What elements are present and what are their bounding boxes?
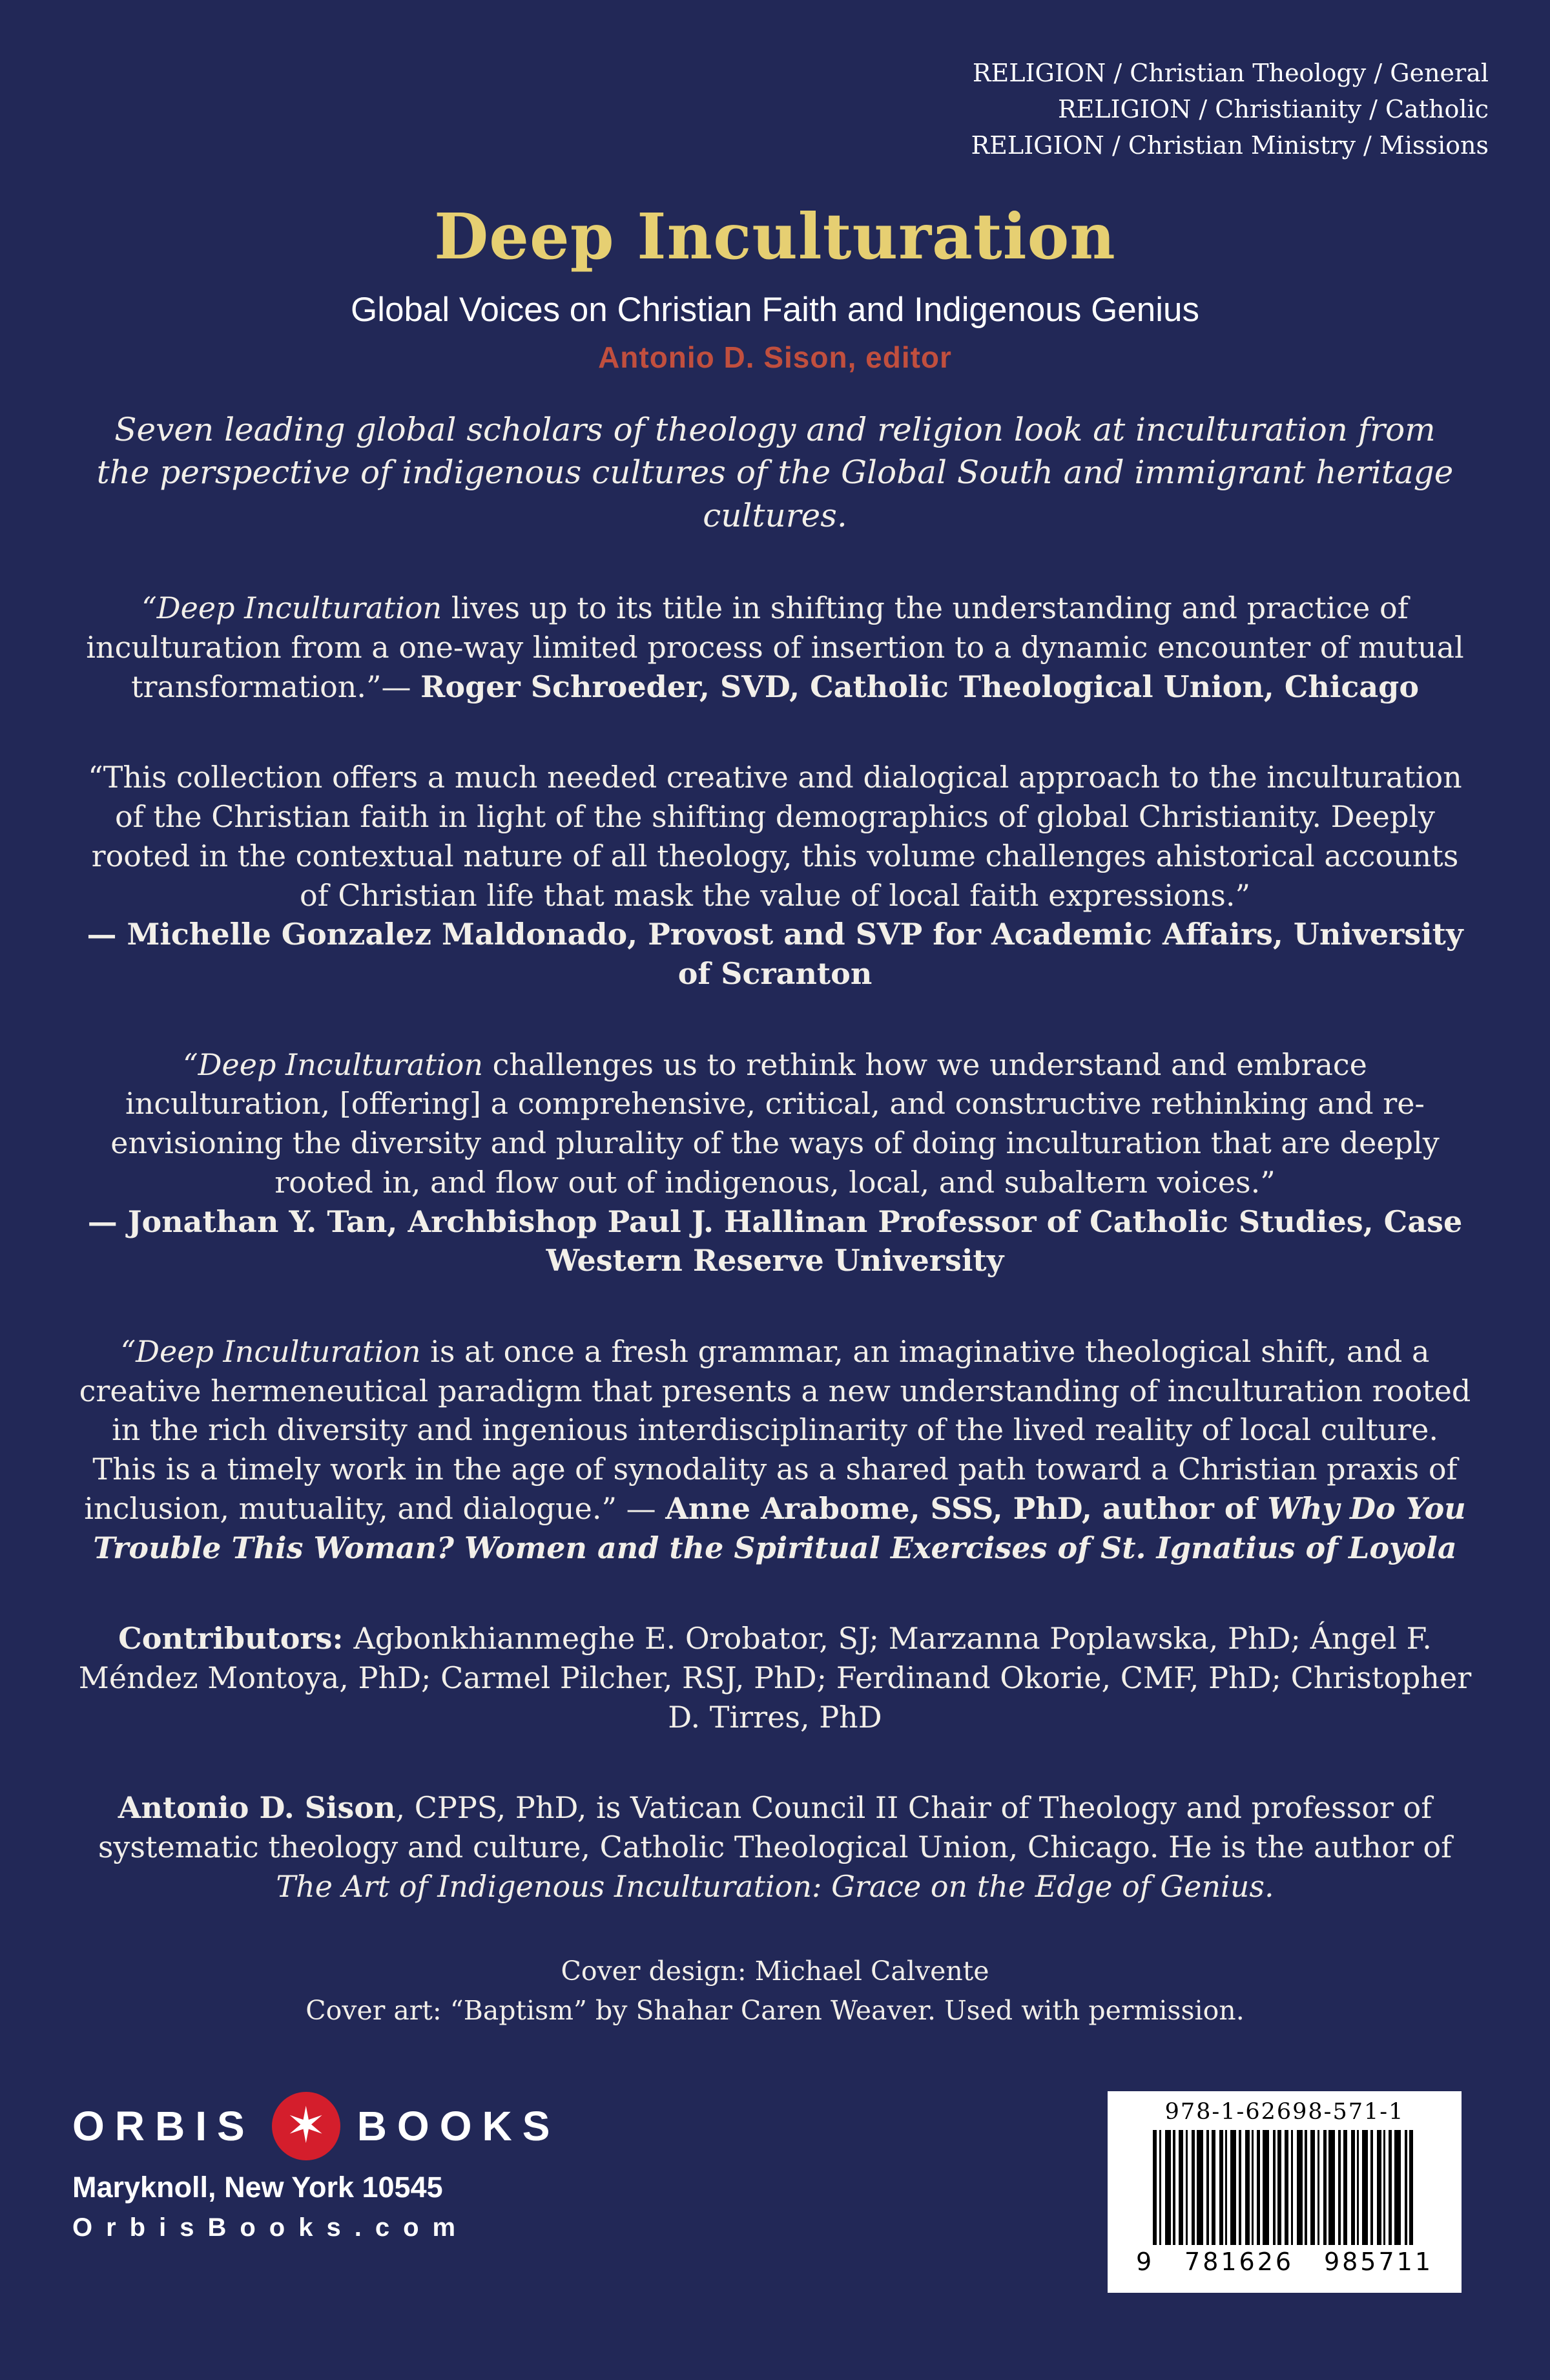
contributors-names: Agbonkhianmeghe E. Orobator, SJ; Marzanna Poplawska, PhD; Ángel F. Méndez Montoya, PhD; Carmel Pilcher, RSJ, PhD; Ferdinand Okorie, CMF, PhD; Christopher D. Tirres, PhD: [78, 1621, 1472, 1735]
contributors-label: Contributors:: [118, 1621, 354, 1656]
editor-bio-text: , CPPS, PhD, is Vatican Council II Chair of Theology and professor of systematic theology and culture, Catholic Theological Union, Chicago. He is the author of: [98, 1790, 1452, 1865]
category-line-3: RELIGION / Christian Ministry / Missions: [971, 131, 1489, 160]
category-list: [0, 0, 1550, 164]
category-line-2: RELIGION / Christianity / Catholic: [1057, 95, 1489, 124]
editor-bio: [78, 1788, 1472, 1906]
barcode-digits-right: 985711: [1323, 2248, 1433, 2276]
book-subtitle: Global Voices on Christian Faith and Indigenous Genius: [350, 290, 1200, 329]
quote-arabome-work-title: Why Do You Trouble This Woman? Women and the Spiritual Exercises of St. Ignatius of Loyola: [93, 1490, 1466, 1565]
editor-bio-work-title: The Art of Indigenous Inculturation: Grace on the Edge of Genius.: [276, 1868, 1274, 1904]
quote-maldonado-text: “This collection offers a much needed creative and dialogical approach to the inculturation of the Christian faith in light of the shifting demographics of global Christianity. Deeply rooted in the contextual nature of all theology, this volume challenges ahistorical accounts of Christian life that mask the value of local faith expressions.”: [88, 760, 1462, 913]
quote-schroeder-title: “Deep Inculturation: [141, 590, 442, 626]
quote-tan-attribution: — Jonathan Y. Tan, Archbishop Paul J. Hallinan Professor of Catholic Studies, Case Western Reserve University: [87, 1204, 1463, 1279]
tagline: Seven leading global scholars of theology and religion look at inculturation from the perspective of indigenous cultures of the Global South and immigrant heritage cultures.: [96, 410, 1454, 534]
editor-bio-name: Antonio D. Sison: [118, 1790, 396, 1826]
quote-tan: [78, 1045, 1472, 1280]
star-glyph: ✶: [285, 2098, 327, 2153]
editor-byline: Antonio D. Sison, editor: [598, 340, 952, 374]
cover-credits: [78, 1952, 1472, 2031]
book-title: Deep Inculturation: [434, 199, 1116, 273]
category-line-1: RELIGION / Christian Theology / General: [972, 59, 1489, 87]
publisher-website: OrbisBooks.com: [72, 2213, 470, 2242]
publisher-name-orbis: ORBIS: [72, 2103, 255, 2149]
publisher-block: [72, 2092, 560, 2242]
quote-tan-title: “Deep Inculturation: [183, 1047, 483, 1082]
barcode-digits: [1108, 2248, 1462, 2276]
cover-design-credit: Cover design: Michael Calvente: [561, 1955, 989, 1987]
quote-schroeder-attribution: Roger Schroeder, SVD, Catholic Theological Union, Chicago: [420, 669, 1420, 704]
quote-maldonado-attribution: — Michelle Gonzalez Maldonado, Provost and SVP for Academic Affairs, University of Scranton: [87, 917, 1463, 991]
cover-art-credit: Cover art: “Baptism” by Shahar Caren Weaver. Used with permission.: [305, 1995, 1245, 2027]
publisher-address: Maryknoll, New York 10545: [72, 2171, 443, 2204]
contributors-paragraph: [78, 1619, 1472, 1737]
quote-arabome-title: “Deep Inculturation: [120, 1333, 421, 1369]
quote-tan-text: challenges us to rethink how we understand and embrace inculturation, [offering] a comprehensive, critical, and constructive rethinking and re-envisioning the diversity and plurality of the ways of doing inculturation that are deeply rooted in, and flow out of indigenous, local, and subaltern voices.”: [110, 1047, 1440, 1200]
quote-arabome: [78, 1332, 1472, 1567]
quote-arabome-attribution: Anne Arabome, SSS, PhD, author of: [665, 1490, 1268, 1526]
quote-arabome-text: is at once a fresh grammar, an imaginative theological shift, and a creative hermeneutical paradigm that presents a new understanding of inculturation rooted in the rich diversity and ingenious interdisciplinarity of the lived reality of local culture. This is a timely work in the age of synodality as a shared path toward a Christian praxis of inclusion, mutuality, and dialogue.” —: [79, 1333, 1471, 1526]
barcode-panel: [1108, 2091, 1462, 2293]
isbn-number: 978-1-62698-571-1: [1164, 2099, 1405, 2125]
quote-maldonado: [78, 758, 1472, 993]
barcode-bars: [1135, 2130, 1434, 2245]
barcode-digits-mid: 781626: [1184, 2248, 1294, 2276]
publisher-logo: [72, 2092, 560, 2160]
publisher-name-books: BOOKS: [356, 2103, 561, 2149]
quote-schroeder: [78, 589, 1472, 706]
orbis-star-icon: [272, 2092, 340, 2160]
quote-schroeder-text: lives up to its title in shifting the understanding and practice of inculturation from a one-way limited process of insertion to a dynamic encounter of mutual transformation.”—: [86, 590, 1464, 704]
barcode-digit-left: 9: [1136, 2248, 1155, 2276]
